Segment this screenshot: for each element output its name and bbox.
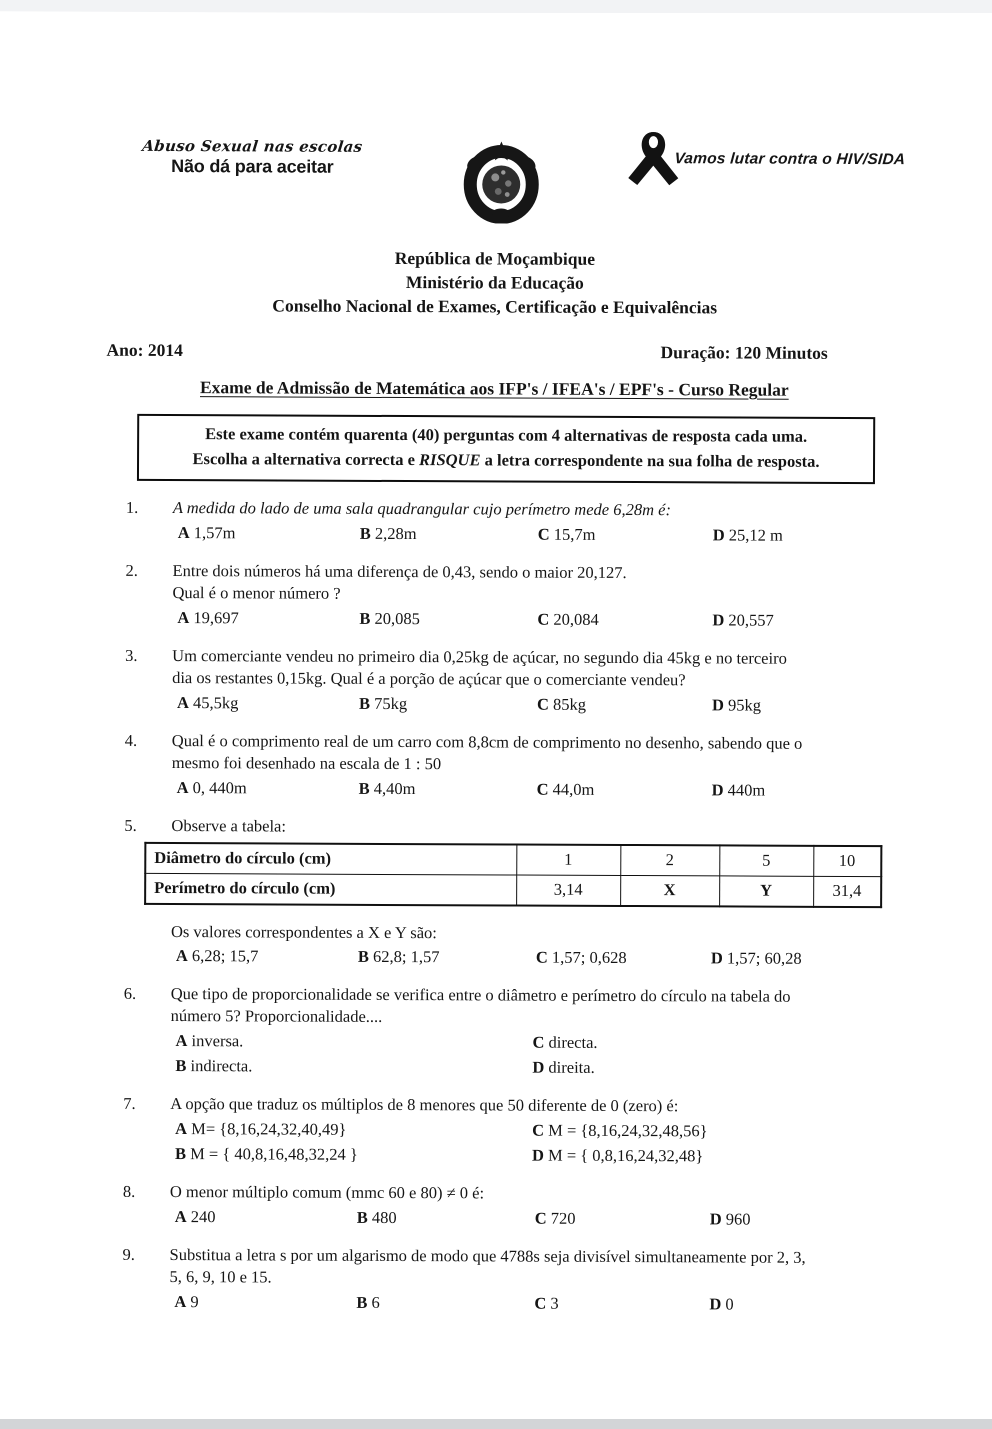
options-row (169, 1292, 912, 1315)
table-cell: X (620, 875, 719, 906)
table-cell: 2 (620, 844, 719, 875)
option-text: 95kg (727, 695, 762, 715)
option-letter: D (532, 1057, 545, 1077)
option-letter: D (711, 779, 724, 799)
option-text: 0 (725, 1294, 734, 1314)
options-row (172, 778, 915, 801)
campaign-right-slogan: Vamos lutar contra o HIV/SIDA (673, 150, 906, 169)
option-A (176, 946, 358, 967)
question-number: 7. (123, 1094, 136, 1114)
option-text: direita. (548, 1057, 595, 1078)
option-letter: A (175, 946, 188, 966)
option-D (710, 1210, 913, 1231)
option-text: 85kg (552, 694, 587, 714)
option-text: 20,085 (374, 608, 420, 628)
question-body (169, 1244, 912, 1315)
option-text: 75kg (374, 693, 408, 713)
option-D (532, 1146, 913, 1168)
options-row (172, 608, 915, 631)
option-C (534, 1294, 709, 1315)
option-letter: C (537, 524, 550, 544)
option-letter: D (711, 695, 724, 715)
option-D (713, 525, 916, 546)
table-cell: 10 (813, 845, 881, 876)
option-letter: B (358, 693, 371, 713)
option-letter: D (712, 525, 725, 545)
campaign-banner-right (625, 129, 905, 197)
header-country: República de Moçambique (394, 247, 596, 269)
option-text: inversa. (191, 1031, 244, 1051)
option-A (175, 1119, 532, 1141)
option-letter: C (536, 694, 549, 714)
option-text: 45,5kg (192, 692, 239, 713)
option-text: 0, 440m (192, 777, 247, 797)
table-cell: 5 (719, 845, 813, 876)
option-C (532, 1033, 913, 1055)
question-text: Entre dois números há uma diferença de 0,43, sendo o maior 20,127. (172, 560, 627, 582)
question-number: 5. (124, 815, 137, 835)
option-text: 20,557 (728, 610, 774, 630)
question-body (172, 560, 915, 631)
option-text: 20,084 (553, 609, 599, 629)
option-A (174, 1292, 356, 1313)
option-text: M = {8,16,24,32,48,56} (548, 1120, 708, 1141)
option-D (709, 1294, 912, 1315)
option-text: M = { 40,8,16,48,32,24 } (190, 1144, 358, 1165)
option-letter: B (359, 608, 371, 628)
option-B (357, 1208, 535, 1229)
option-letter: C (536, 779, 549, 799)
question-body (172, 645, 915, 716)
option-B (358, 947, 536, 968)
options-row (170, 1031, 913, 1079)
options-row (170, 1119, 913, 1167)
instructions-line2-emphasis: RISQUE (419, 449, 481, 470)
question-number: 9. (122, 1245, 135, 1265)
exam-sheet (0, 11, 992, 1421)
option-A (175, 1207, 357, 1228)
question-body (170, 1093, 913, 1167)
option-letter: A (174, 1207, 187, 1227)
option-text: 2,28m (374, 523, 417, 544)
question-4 (125, 730, 915, 801)
question-7 (123, 1093, 913, 1167)
option-letter: C (534, 1208, 547, 1228)
question-number: 4. (124, 730, 138, 750)
meta-row (0, 339, 991, 363)
option-letter: A (177, 522, 190, 543)
question-body (173, 497, 916, 546)
question-text: A opção que traduz os múltiplos de 8 menores que 50 diferente de 0 (zero) é: (170, 1094, 679, 1116)
option-text: 440m (727, 780, 766, 800)
option-text: 1,57; 60,28 (726, 948, 802, 969)
question-data-table (144, 841, 882, 907)
question-text: Substitua a letra s por um algarismo de modo que 4788s seja divisível simultaneamente por 2, 3, (169, 1245, 806, 1267)
option-C (536, 948, 711, 969)
options-row (172, 693, 915, 716)
question-text: A medida do lado de uma sala quadrangular cujo perímetro mede 6,28m é: (172, 498, 672, 520)
option-text: 25,12 m (728, 525, 783, 545)
question-1 (126, 497, 916, 546)
option-C (537, 609, 712, 630)
option-letter: B (174, 1144, 187, 1164)
option-text: 1,57; 0,628 (551, 948, 627, 968)
question-number: 2. (125, 560, 138, 580)
option-letter: A (176, 777, 189, 797)
question-8 (123, 1181, 913, 1230)
question-5 (124, 814, 915, 969)
instructions-line2-after: a letra correspondente na sua folha de resposta. (480, 450, 820, 471)
question-body (154, 815, 915, 970)
mozambique-emblem-icon (458, 139, 544, 228)
table-cell: 3,14 (516, 875, 620, 906)
option-letter: A (177, 607, 190, 627)
question-number: 3. (125, 645, 138, 665)
campaign-banner-left (137, 137, 367, 178)
instructions-line2-before: Escolha a alternativa correcta e (192, 448, 420, 469)
question-body (172, 730, 915, 801)
table-cell: 1 (516, 844, 620, 875)
option-text: 15,7m (553, 524, 596, 544)
option-D (532, 1058, 913, 1080)
exam-duration: Duração: 120 Minutos (660, 342, 828, 363)
option-letter: C (534, 1293, 547, 1313)
table-cell: 31,4 (813, 876, 881, 907)
question-subtext: Os valores correspondentes a X e Y são: (170, 921, 437, 942)
question-body (170, 1181, 913, 1230)
instructions-line2 (145, 447, 867, 475)
option-B (359, 694, 537, 715)
option-B (359, 609, 537, 630)
option-A (175, 1031, 532, 1053)
options-row (171, 946, 914, 969)
question-number: 6. (123, 984, 137, 1004)
option-C (537, 779, 712, 800)
option-C (535, 1209, 710, 1230)
option-C (532, 1121, 913, 1143)
option-text: 960 (725, 1209, 751, 1229)
option-letter: D (709, 1294, 722, 1314)
options-row (170, 1207, 913, 1230)
option-text: 19,697 (193, 607, 239, 628)
question-3 (125, 645, 915, 716)
option-B (359, 778, 537, 799)
table-row (145, 873, 881, 907)
option-B (175, 1056, 532, 1078)
question-text: dia os restantes 0,15kg. Qual é a porção de açúcar que o comerciante vendeu? (172, 667, 686, 690)
question-text: Que tipo de proporcionalidade se verifica entre o diâmetro e perímetro do círculo na tabela do (170, 984, 791, 1007)
question-6 (123, 983, 913, 1079)
table-cell: Y (719, 875, 813, 906)
option-letter: B (175, 1056, 187, 1076)
option-text: 4,40m (373, 778, 416, 798)
government-header (0, 244, 991, 321)
option-letter: A (175, 1119, 188, 1139)
campaign-left-line2: Não dá para aceitar (171, 156, 334, 177)
option-letter: B (358, 778, 370, 798)
option-letter: A (176, 692, 189, 712)
option-text: 6,28; 15,7 (191, 946, 259, 966)
option-A (177, 778, 359, 799)
option-letter: D (709, 1209, 722, 1229)
option-B (175, 1144, 532, 1166)
question-number: 8. (122, 1182, 136, 1202)
question-text: Qual é o menor número ? (172, 582, 341, 603)
campaign-left-line1: Abuso Sexual nas escolas (141, 136, 364, 156)
option-letter: A (174, 1292, 187, 1312)
option-letter: C (535, 948, 548, 968)
option-letter: C (532, 1032, 545, 1052)
option-letter: D (712, 610, 725, 630)
option-A (178, 523, 360, 544)
option-letter: C (537, 609, 550, 629)
question-text: O menor múltiplo comum (mmc 60 e 80) ≠ 0 é: (169, 1182, 485, 1203)
option-letter: B (356, 1208, 368, 1228)
question-2 (125, 560, 915, 631)
option-A (177, 693, 359, 714)
option-text: 9 (190, 1292, 199, 1312)
option-C (537, 694, 712, 715)
table-row-label: Perímetro do círculo (cm) (145, 873, 516, 905)
instructions-line1: Este exame contém quarenta (40) perguntas com 4 alternativas de resposta cada uma. (205, 424, 808, 446)
option-letter: B (356, 1292, 368, 1312)
table-row-label: Diâmetro do círculo (cm) (145, 842, 516, 874)
option-text: 3 (550, 1293, 559, 1313)
option-text: 240 (190, 1207, 216, 1227)
option-text: 720 (550, 1208, 576, 1228)
question-9 (122, 1244, 912, 1315)
option-text: directa. (548, 1032, 598, 1053)
option-text: indirecta. (190, 1056, 253, 1076)
question-body (170, 983, 913, 1079)
question-text: mesmo foi desenhado na escala de 1 : 50 (171, 752, 442, 773)
question-number: 1. (125, 497, 139, 517)
option-letter: D (710, 948, 723, 968)
scan-bottom-strip (0, 1419, 992, 1429)
option-text: 44,0m (552, 779, 595, 799)
option-text: 6 (371, 1292, 380, 1313)
header-ministry: Ministério da Educação (405, 272, 584, 293)
question-text: Observe a tabela: (171, 815, 287, 836)
option-letter: B (359, 523, 371, 543)
option-D (712, 695, 915, 716)
option-text: 1,57m (193, 523, 236, 543)
option-B (356, 1293, 534, 1314)
question-text: número 5? Proporcionalidade.... (170, 1006, 383, 1027)
questions-list (122, 497, 916, 1333)
header-council: Conselho Nacional de Exames, Certificação e Equivalências (272, 295, 718, 318)
option-text: M= {8,16,24,32,40,49} (191, 1119, 347, 1140)
option-D (711, 949, 914, 970)
exam-year: Ano: 2014 (106, 339, 183, 361)
option-C (538, 525, 713, 546)
option-letter: C (532, 1120, 545, 1140)
option-letter: D (531, 1145, 544, 1165)
option-D (712, 610, 915, 631)
table-row (145, 842, 881, 876)
option-text: M = { 0,8,16,24,32,48} (548, 1145, 704, 1166)
option-text: 480 (371, 1208, 397, 1228)
option-D (712, 780, 915, 801)
instructions-box (137, 414, 875, 484)
option-letter: B (357, 947, 369, 967)
question-text: Qual é o comprimento real de um carro com 8,8cm de comprimento no desenho, sabendo que o (171, 730, 803, 753)
question-text: Um comerciante vendeu no primeiro dia 0,25kg de açúcar, no segundo dia 45kg e no terceiro (172, 645, 787, 668)
options-row (173, 523, 916, 546)
question-text: 5, 6, 9, 10 e 15. (169, 1267, 272, 1287)
option-B (360, 524, 538, 545)
exam-title: Exame de Admissão de Matemática aos IFP's / IFEA's / EPF's - Curso Regular (199, 377, 789, 400)
option-text: 62,8; 1,57 (372, 947, 440, 967)
option-letter: A (175, 1031, 188, 1051)
option-A (177, 608, 359, 629)
